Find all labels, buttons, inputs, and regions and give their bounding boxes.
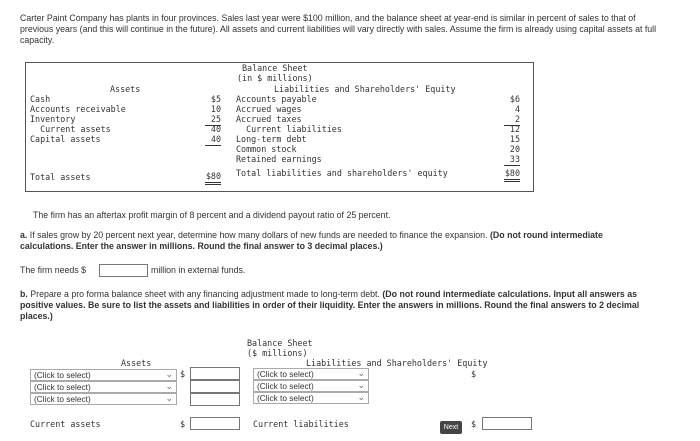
asset-label: Accounts receivable [30, 104, 126, 114]
part-b-question [20, 289, 660, 322]
pro-forma-liabilities-header: Liabilities and Shareholders' Equity [306, 358, 488, 368]
chevron-down-icon: ⌄ [165, 369, 173, 379]
liability-value: 15 [509, 134, 520, 144]
liabilities-header: Liabilities and Shareholders' Equity [274, 84, 456, 94]
total-liabilities-label: Total liabilities and shareholders' equity [236, 168, 448, 178]
liability-value: 12 [509, 124, 520, 134]
pro-forma-title: Balance Sheet [247, 338, 313, 348]
liability-value: 20 [509, 144, 520, 154]
chevron-down-icon: ⌄ [165, 381, 173, 391]
part-a-text: If sales grow by 20 percent next year, determine how many dollars of new funds are needed to finance the expansion. [29, 230, 488, 240]
part-a-answer-prefix: The firm needs $ [20, 265, 87, 275]
liability-label: Accrued taxes [236, 114, 302, 124]
asset-label: Capital assets [30, 134, 101, 144]
asset-select-2[interactable]: (Click to select) ⌄ [30, 381, 177, 393]
assets-header: Assets [110, 84, 141, 94]
liability-value: 4 [514, 104, 520, 114]
asset-label: Inventory [30, 114, 76, 124]
current-liabilities-label: Current liabilities [253, 419, 349, 429]
asset-amount-input-2[interactable] [190, 380, 240, 393]
liability-label: Long-term debt [236, 134, 307, 144]
pro-forma-subtitle: ($ millions) [247, 348, 308, 358]
total-assets-label: Total assets [30, 172, 91, 182]
balance-sheet-title: Balance Sheet [242, 63, 308, 73]
total-assets-value: $80 [205, 171, 221, 185]
current-liabilities-input[interactable] [482, 417, 532, 430]
liability-label: Retained earnings [236, 154, 322, 164]
dollar-sign: $ [180, 369, 186, 379]
asset-label: Cash [30, 94, 51, 104]
part-a-question [20, 230, 620, 252]
liability-select-1[interactable]: (Click to select) ⌄ [253, 368, 369, 380]
profit-margin-text: The firm has an aftertax profit margin of 8 percent and a dividend payout ratio of 25 percent. [33, 210, 391, 220]
liability-label: Accounts payable [236, 94, 317, 104]
problem-intro: Carter Paint Company has plants in four provinces. Sales last year were $100 million, and the balance sheet at year-end is similar in percent of sales to that of previous years (and this will continue in the future). All assets and current liabilities will vary directly with sales. Assume the firm is already using capital assets at full capacity. [20, 13, 657, 45]
dollar-sign: $ [471, 419, 477, 429]
dollar-sign: $ [180, 419, 186, 429]
asset-select-3[interactable]: (Click to select) ⌄ [30, 393, 177, 405]
asset-value: 10 [210, 104, 221, 114]
asset-amount-input-1[interactable] [190, 367, 240, 380]
asset-value: $5 [210, 94, 221, 104]
liability-select-2[interactable]: (Click to select) ⌄ [253, 380, 369, 392]
asset-select-1[interactable]: (Click to select) ⌄ [30, 369, 177, 381]
next-button[interactable]: Next [440, 421, 462, 434]
liability-value: 33 [504, 154, 520, 166]
part-a-instructions: (Do not round intermediate calculations. Enter the answer in millions. Round the final answer to 3 decimal places.) [20, 230, 603, 251]
liability-value: $6 [509, 94, 520, 104]
chevron-down-icon: ⌄ [357, 368, 365, 378]
asset-value: 40 [210, 124, 221, 134]
part-a-letter: a. [20, 230, 28, 240]
part-b-text: Prepare a pro forma balance sheet with any financing adjustment made to long-term debt. [30, 289, 380, 299]
liability-label: Current liabilities [236, 124, 342, 134]
dollar-sign: $ [471, 369, 477, 379]
liability-label: Common stock [236, 144, 297, 154]
part-b-letter: b. [20, 289, 28, 299]
chevron-down-icon: ⌄ [357, 392, 365, 402]
balance-sheet-subtitle: (in $ millions) [237, 73, 313, 83]
asset-amount-input-3[interactable] [190, 393, 240, 406]
part-b-instructions: (Do not round intermediate calculations. Input all answers as positive values. Be sure to list the assets and liabilities in order of their liquidity. Enter the answers in millions. Round the final answers to 2 decimal places.) [20, 289, 640, 321]
liability-label: Accrued wages [236, 104, 302, 114]
asset-value: 25 [205, 114, 221, 126]
chevron-down-icon: ⌄ [357, 380, 365, 390]
asset-label: Current assets [30, 124, 111, 134]
part-a-answer-suffix: million in external funds. [151, 265, 246, 275]
asset-value: 40 [205, 134, 221, 146]
pro-forma-assets-header: Assets [121, 358, 152, 368]
current-assets-label: Current assets [30, 419, 101, 429]
liability-select-3[interactable]: (Click to select) ⌄ [253, 392, 369, 404]
external-funds-input[interactable] [99, 264, 148, 277]
current-assets-input[interactable] [190, 417, 240, 430]
liability-value: 2 [504, 114, 520, 126]
total-liabilities-value: $80 [504, 168, 520, 182]
chevron-down-icon: ⌄ [165, 393, 173, 403]
